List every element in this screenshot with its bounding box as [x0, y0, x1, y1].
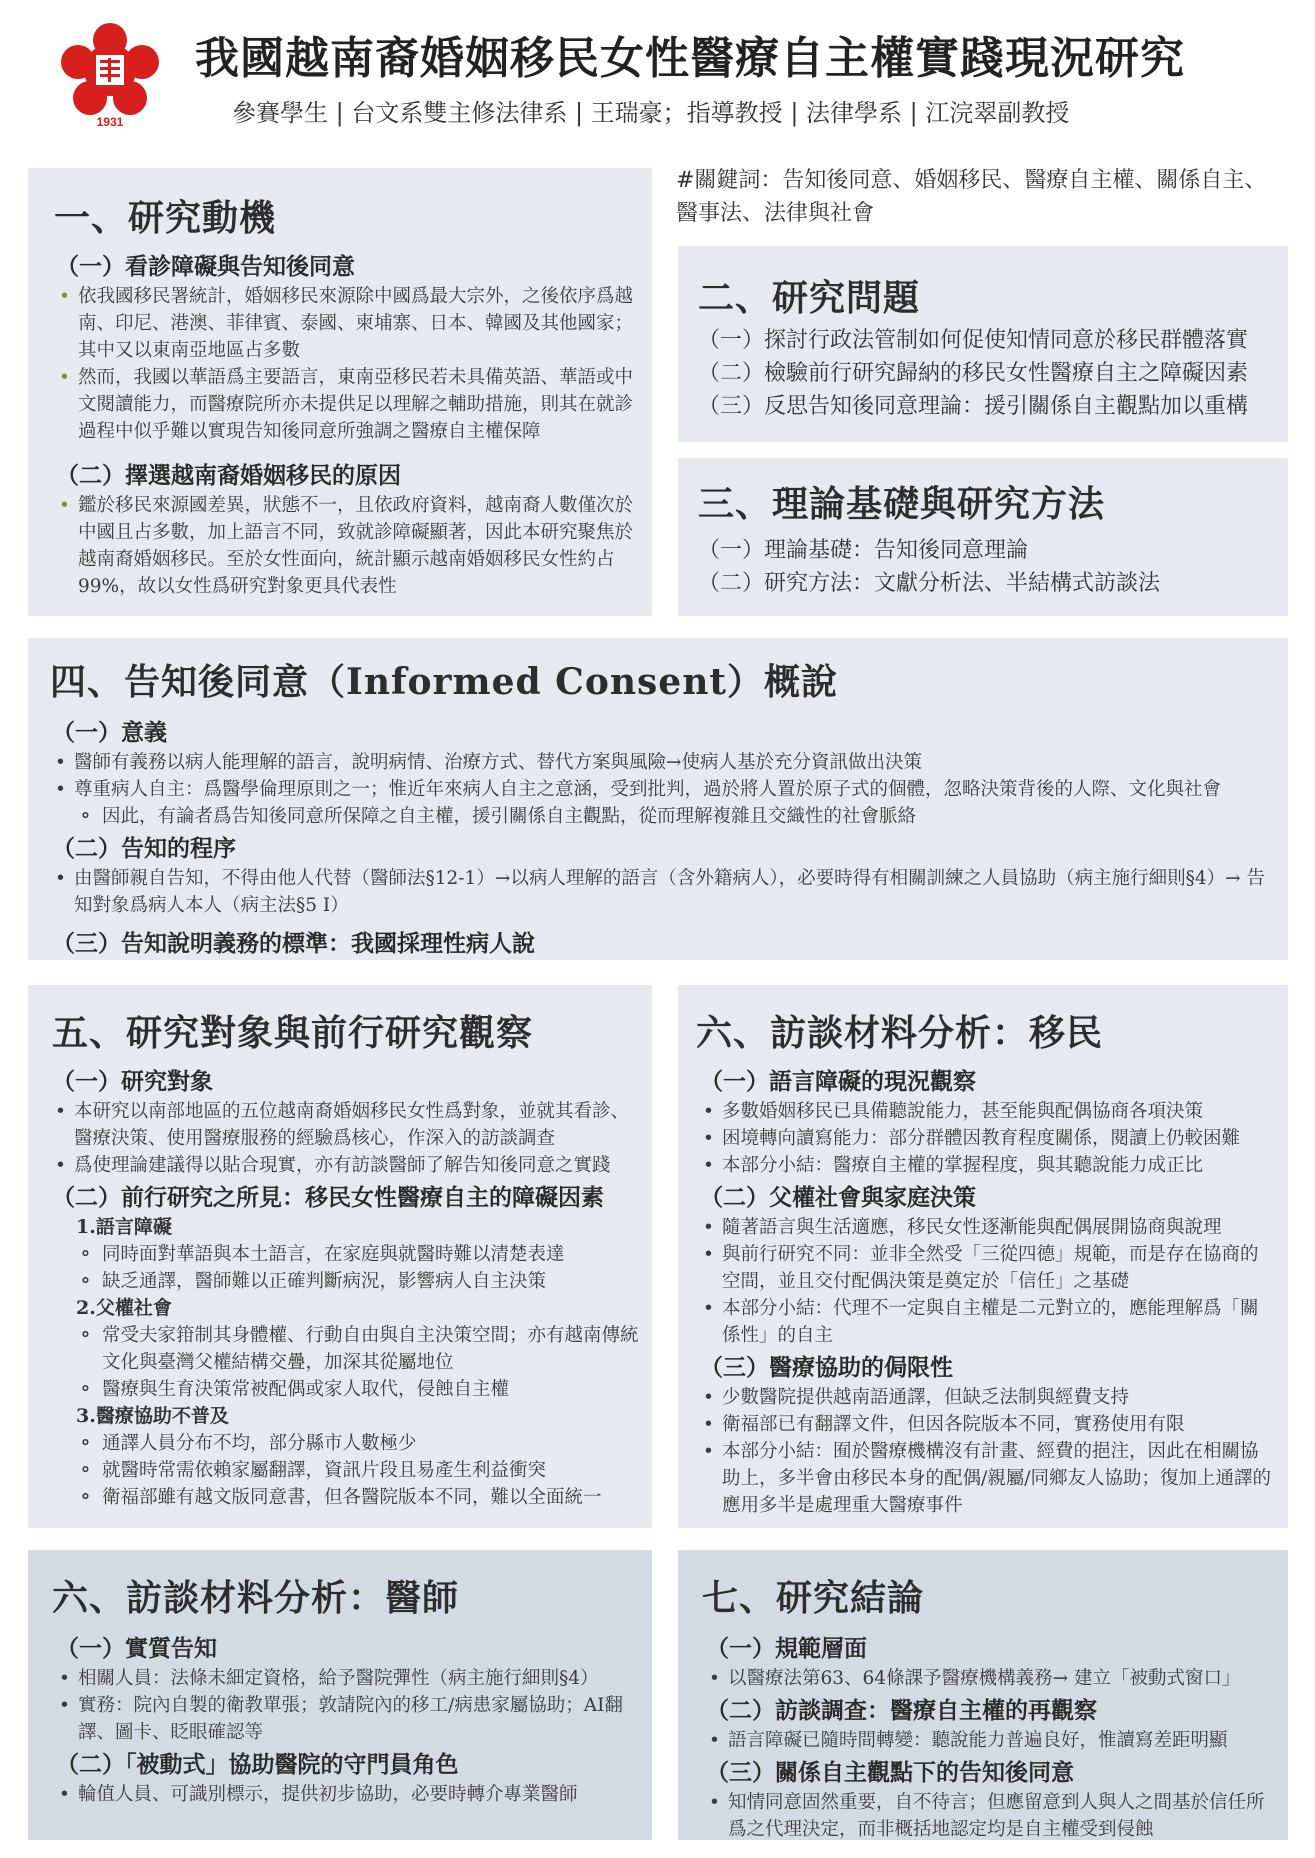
list-item: • 相關人員：法條未細定資格，給予醫院彈性（病主施行細則§4） [56, 1665, 636, 1692]
list-item: • 與前行研究不同：並非全然受「三從四德」規範，而是存在協商的空間，並且交付配偶決策是奠定於「信任」之基礎 [700, 1241, 1275, 1295]
sub-list-item: ∘ 因此，有論者爲告知後同意所保障之自主權，援引關係自主觀點，從而理解複雜且交織性的社會脈絡 [52, 803, 1277, 830]
list-item: • 由醫師親自告知，不得由他人代替（醫師法§12-1）→以病人理解的語言（含外籍病人），必要時得有相關訓練之人員協助（病主施行細則§4）→ 告知對象爲病人本人（病主法§5 I） [52, 865, 1277, 919]
list-item: • 尊重病人自主：爲醫學倫理原則之一；惟近年來病人自主之意涵，受到批判，過於將人置於原子式的個體，忽略決策背後的人際、文化與社會 [52, 776, 1277, 803]
subsection-title: （二）訪談調查：醫療自主權的再觀察 [706, 1697, 1097, 1724]
section-heading: 七、研究結論 [702, 1577, 925, 1619]
section-heading: 四、告知後同意（Informed Consent）概說 [50, 661, 838, 703]
panel-interview-migrant [678, 985, 1288, 1528]
section-heading: 六、訪談材料分析：移民 [696, 1012, 1104, 1054]
list-item: • 實務：院內自製的衛教單張；敦請院內的移工/病患家屬協助；AI翻譯、圖卡、眨眼確認等 [56, 1692, 636, 1746]
panel-interview-doctor [28, 1550, 652, 1840]
list-item: • 本部分小結：代理不一定與自主權是二元對立的，應能理解爲「關係性」的自主 [700, 1295, 1275, 1349]
subsection-title: （二）前行研究之所見：移民女性醫療自主的障礙因素 [52, 1184, 604, 1211]
list-item: • 本研究以南部地區的五位越南裔婚姻移民女性爲對象，並就其看診、醫療決策、使用醫療服務的經驗爲核心，作深入的訪談調查 [52, 1098, 640, 1152]
subsection-title: （一）看診障礙與告知後同意 [56, 253, 355, 280]
list-item: • 本部分小結：囿於醫療機構沒有計畫、經費的挹注，因此在相關協助上，多半會由移民本身的配偶/親屬/同鄉友人協助；復加上通譯的應用多半是處理重大醫療事件 [700, 1438, 1275, 1519]
sub-list-item: ∘ 通譯人員分布不均，部分縣市人數極少 [52, 1430, 640, 1457]
panel-conclusion [678, 1550, 1288, 1840]
keywords: #關鍵詞：告知後同意、婚姻移民、醫療自主權、關係自主、醫事法、法律與社會 [676, 168, 1267, 226]
list-item: • 依我國移民署統計，婚姻移民來源除中國爲最大宗外，之後依序爲越南、印尼、港澳、菲律賓、泰國、柬埔寨、日本、韓國及其他國家；其中又以東南亞地區占多數 [56, 283, 636, 364]
question-item: （二）檢驗前行研究歸納的移民女性醫療自主之障礙因素 [698, 361, 1249, 386]
panel-research-motive [28, 168, 652, 616]
subsection-title: （一）語言障礙的現況觀察 [700, 1068, 976, 1095]
sub-list-item: ∘ 缺乏通譯，醫師難以正確判斷病況，影響病人自主決策 [52, 1268, 640, 1295]
sub-list-item: ∘ 同時面對華語與本土語言，在家庭與就醫時難以清楚表達 [52, 1241, 640, 1268]
list-item: • 困境轉向讀寫能力：部分群體因教育程度關係，閱讀上仍較困難 [700, 1125, 1275, 1152]
list-item: • 輪值人員、可識別標示，提供初步協助，必要時轉介專業醫師 [56, 1781, 636, 1808]
subsection-title: （三）醫療協助的侷限性 [700, 1354, 953, 1381]
list-item: • 少數醫院提供越南語通譯，但缺乏法制與經費支持 [700, 1384, 1275, 1411]
panel-research-subjects [28, 985, 652, 1528]
sub-list-item: ∘ 常受夫家箝制其身體權、行動自由與自主決策空間；亦有越南傳統文化與臺灣父權結構交疊，加深其從屬地位 [52, 1322, 640, 1376]
subsection-title: （一）意義 [52, 719, 167, 746]
section-heading: 一、研究動機 [54, 197, 277, 239]
panel-theory-method [678, 458, 1288, 616]
group-title: 3.醫療協助不普及 [76, 1405, 229, 1427]
panel-informed-consent [28, 638, 1288, 960]
question-item: （三）反思告知後同意理論：援引關係自主觀點加以重構 [698, 394, 1249, 419]
list-item: • 隨著語言與生活適應，移民女性逐漸能與配偶展開協商與說理 [700, 1214, 1275, 1241]
sub-list-item: ∘ 醫療與生育決策常被配偶或家人取代，侵蝕自主權 [52, 1376, 640, 1403]
group-title: 1.語言障礙 [76, 1216, 172, 1238]
page-title: 我國越南裔婚姻移民女性醫療自主權實踐現況研究 [195, 33, 1185, 84]
theory-item: （二）研究方法：文獻分析法、半結構式訪談法 [698, 571, 1161, 596]
university-logo [60, 22, 160, 132]
subsection-title: （一）規範層面 [706, 1635, 867, 1662]
list-item: • 衛福部已有翻譯文件，但因各院版本不同，實務使用有限 [700, 1411, 1275, 1438]
list-item: • 醫師有義務以病人能理解的語言，說明病情、治療方式、替代方案與風險→使病人基於充分資訊做出決策 [52, 749, 1277, 776]
list-item: • 爲使理論建議得以貼合現實，亦有訪談醫師了解告知後同意之實踐 [52, 1152, 640, 1179]
section-heading: 五、研究對象與前行研究觀察 [52, 1012, 534, 1054]
question-item: （一）探討行政法管制如何促使知情同意於移民群體落實 [698, 328, 1249, 353]
logo-year: 1931 [96, 115, 124, 129]
authors-line: 參賽學生 | 台文系雙主修法律系 | 王瑞豪；指導教授 | 法律學系 | 江浣翠副教授 [232, 99, 1070, 127]
list-item: • 然而，我國以華語爲主要語言，東南亞移民若未具備英語、華語或中文閱讀能力，而醫療院所亦未提供足以理解之輔助措施，則其在就診過程中似乎難以實現告知後同意所強調之醫療自主權保障 [56, 364, 636, 445]
list-item: • 以醫療法第63、64條課予醫療機構義務→ 建立「被動式窗口」 [706, 1665, 1271, 1692]
list-item: • 鑑於移民來源國差異，狀態不一，且依政府資料，越南裔人數僅次於中國且占多數，加上語言不同，致就診障礙顯著，因此本研究聚焦於越南裔婚姻移民。至於女性面向，統計顯示越南婚姻移民女性約占99%，故以女性爲研究對象更具代表性 [56, 492, 636, 600]
group-title: 2.父權社會 [76, 1297, 172, 1319]
panel-research-question [678, 246, 1288, 442]
subsection-title: （一）研究對象 [52, 1068, 213, 1095]
subsection-title: （二）告知的程序 [52, 835, 236, 862]
subsection-title: （三）告知說明義務的標準：我國採理性病人說 [52, 930, 535, 957]
list-item: • 本部分小結：醫療自主權的掌握程度，與其聽說能力成正比 [700, 1152, 1275, 1179]
subsection-title: （二）擇選越南裔婚姻移民的原因 [56, 462, 401, 489]
section-heading: 三、理論基礎與研究方法 [698, 483, 1106, 525]
section-heading: 六、訪談材料分析：醫師 [52, 1577, 460, 1619]
list-item: • 語言障礙已隨時間轉變：聽說能力普遍良好，惟讀寫差距明顯 [706, 1727, 1271, 1754]
subsection-title: （一）實質告知 [56, 1635, 217, 1662]
subsection-title: （二）「被動式」協助醫院的守門員角色 [56, 1751, 459, 1778]
section-heading: 二、研究問題 [698, 277, 921, 319]
list-item: • 多數婚姻移民已具備聽說能力，甚至能與配偶協商各項決策 [700, 1098, 1275, 1125]
subsection-title: （二）父權社會與家庭決策 [700, 1184, 976, 1211]
sub-list-item: ∘ 就醫時常需依賴家屬翻譯，資訊片段且易產生利益衝突 [52, 1457, 640, 1484]
subsection-title: （三）關係自主觀點下的告知後同意 [706, 1759, 1074, 1786]
sub-list-item: ∘ 衛福部雖有越文版同意書，但各醫院版本不同，難以全面統一 [52, 1484, 640, 1511]
list-item: • 知情同意固然重要，自不待言；但應留意到人與人之間基於信任所爲之代理決定，而非概括地認定均是自主權受到侵蝕 [706, 1789, 1271, 1840]
theory-item: （一）理論基礎：告知後同意理論 [698, 538, 1029, 563]
